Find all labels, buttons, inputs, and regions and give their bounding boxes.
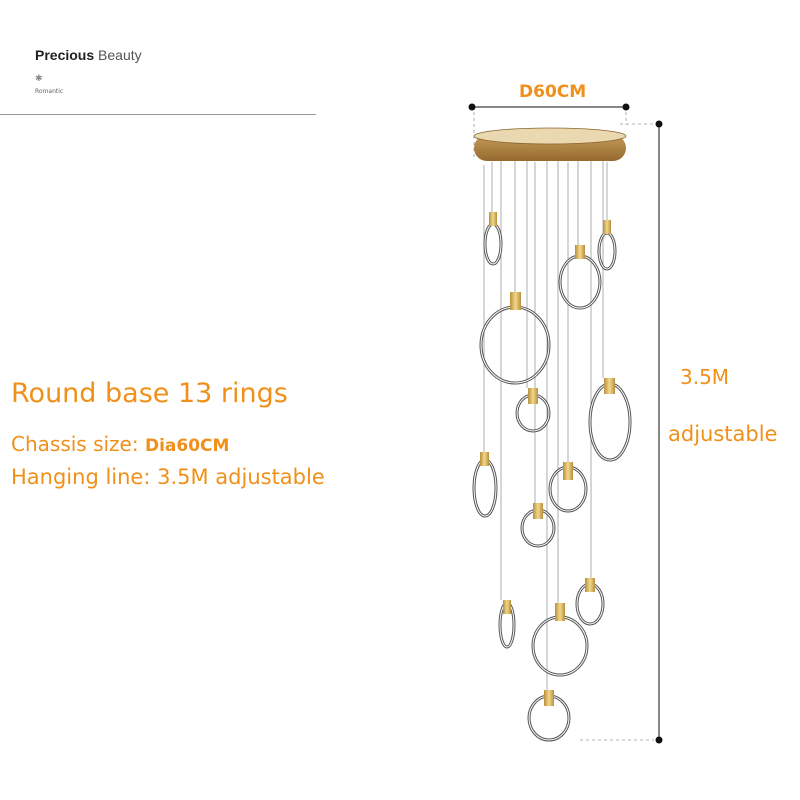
chassis-value: Dia60CM: [144, 436, 230, 456]
ring-8: [550, 462, 586, 511]
ring-10: [577, 578, 603, 624]
brand-name-bold: Precious: [35, 47, 95, 63]
ring-1: [485, 212, 501, 264]
hanging-line-spec: Hanging line: 3.5M adjustable: [11, 465, 325, 489]
ring-3: [560, 245, 600, 308]
ring-2: [599, 220, 615, 269]
ring-9: [522, 503, 554, 546]
chassis-label: Chassis size:: [11, 432, 145, 456]
ring-5: [517, 388, 549, 431]
ring-11: [500, 600, 514, 647]
ring-6: [590, 378, 630, 460]
length-dimension-line: [580, 121, 663, 744]
brand-name-light: Beauty: [98, 47, 142, 63]
brand-subtitle: Romantic: [35, 88, 64, 95]
length-label: 3.5M: [680, 365, 730, 389]
round-base: [474, 128, 626, 161]
spec-title: Round base 13 rings: [11, 378, 288, 409]
diameter-label: D60CM: [519, 82, 587, 102]
ring-13: [529, 690, 569, 740]
ring-4: [481, 292, 549, 383]
star-icon: ✱: [35, 73, 43, 83]
ring-7: [474, 452, 496, 516]
adjustable-label: adjustable: [668, 422, 778, 446]
